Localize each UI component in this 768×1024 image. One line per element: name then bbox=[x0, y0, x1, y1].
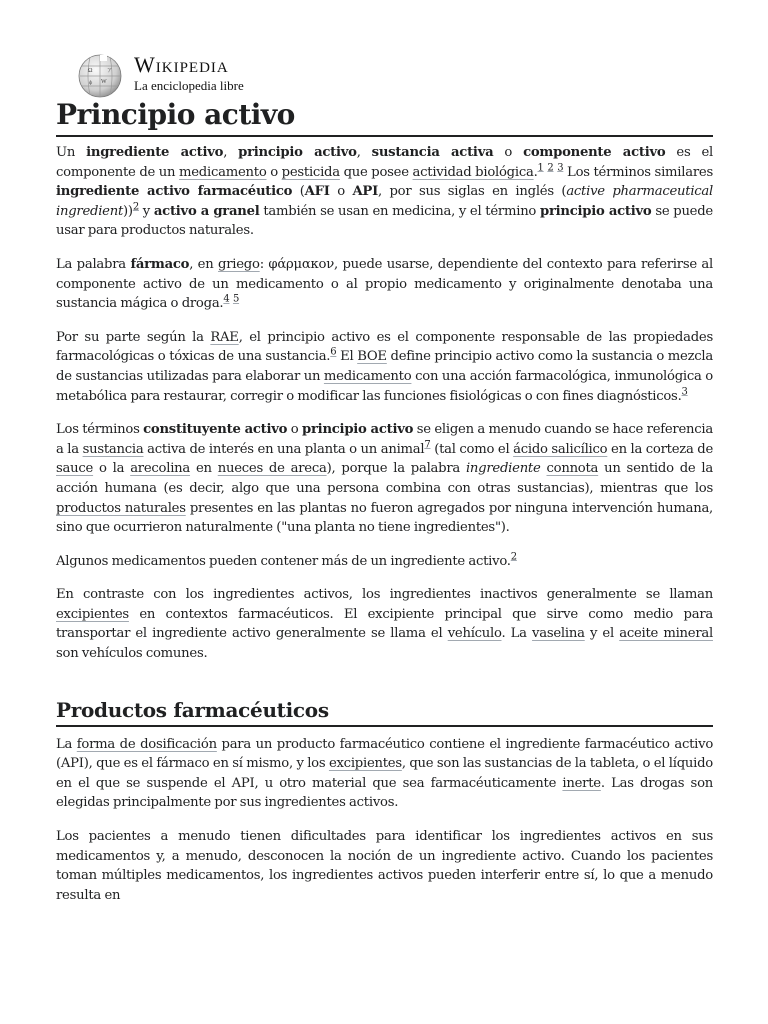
reference-link[interactable]: 3 bbox=[557, 162, 564, 174]
paragraph-rae bbox=[56, 328, 713, 406]
text: también se usan en medicina, y el término bbox=[259, 203, 540, 219]
text: Los términos bbox=[56, 422, 144, 438]
text: ), porque la palabra bbox=[326, 461, 466, 477]
text: . La bbox=[501, 626, 533, 642]
link-inerte[interactable]: inerte bbox=[562, 775, 601, 791]
link-aceite-mineral[interactable]: aceite mineral bbox=[619, 626, 713, 642]
wikipedia-wordmark[interactable] bbox=[134, 54, 244, 92]
section-heading: Productos farmacéuticos bbox=[56, 696, 713, 727]
text: Los pacientes a menudo tienen dificultades para identificar los ingredientes activos en sus medicamentos y, a menudo, desconocen la noción de un ingrediente activo. Cuando los pacientes toman múltiples medicamentos, los ingredientes activos pueden interferir entre sí, lo que a menudo resulta en bbox=[56, 829, 713, 903]
text: son vehículos comunes. bbox=[56, 646, 208, 662]
link-griego[interactable]: griego bbox=[218, 256, 260, 272]
text: se puede usar para productos naturales. bbox=[56, 203, 713, 239]
svg-text:ф: ф bbox=[89, 81, 93, 86]
text: , bbox=[356, 145, 372, 160]
link-forma-de-dosificacion[interactable]: forma de dosificación bbox=[76, 736, 217, 752]
paragraph-intro bbox=[56, 143, 713, 241]
paragraph-excipientes bbox=[56, 585, 713, 663]
text: (tal como el bbox=[430, 441, 514, 457]
reference-link[interactable]: 3 bbox=[681, 386, 688, 398]
text: en contextos farmacéuticos. El excipiente principal que sirve como medio para transportar el ingrediente activo generalmente se llama el bbox=[56, 606, 713, 642]
link-medicamento[interactable]: medicamento bbox=[323, 368, 412, 384]
paragraph-dosificacion bbox=[56, 735, 713, 813]
svg-text:ア: ア bbox=[107, 69, 113, 74]
text: presentes en las plantas no fueron agregados por ninguna intervención humana, sino que ocurrieron naturalmente ("una planta no tiene ingredientes"). bbox=[56, 500, 713, 536]
text: Los términos similares bbox=[563, 164, 713, 180]
text: , por sus siglas en inglés ( bbox=[378, 184, 567, 200]
reference-link[interactable]: 6 bbox=[330, 346, 337, 358]
text: En contraste con los ingredientes activos, los ingredientes inactivos generalmente se llaman bbox=[56, 587, 713, 603]
text: La palabra bbox=[56, 256, 131, 272]
bold-term: activo a granel bbox=[153, 203, 260, 219]
text: o bbox=[329, 184, 353, 200]
link-vehiculo[interactable]: vehículo bbox=[447, 626, 502, 642]
link-medicamento[interactable]: medicamento bbox=[179, 164, 267, 180]
link-boe[interactable]: BOE bbox=[357, 349, 387, 365]
text: define principio activo como la sustancia o mezcla de sustancias utilizadas para elaborar un bbox=[56, 349, 713, 384]
text: . bbox=[533, 164, 538, 180]
reference-link[interactable]: 2 bbox=[132, 201, 139, 213]
text: o bbox=[287, 422, 303, 438]
link-sauce[interactable]: sauce bbox=[56, 461, 94, 477]
bold-term: componente activo bbox=[523, 145, 666, 160]
bold-term: sustancia activa bbox=[371, 145, 494, 160]
text: o bbox=[266, 164, 282, 180]
italic-term: ingrediente bbox=[465, 461, 541, 477]
reference-link[interactable]: 7 bbox=[424, 439, 431, 451]
link-connota[interactable]: connota bbox=[546, 461, 599, 477]
text: en la corteza de bbox=[607, 441, 714, 457]
text: un sentido de la acción humana (es decir, algo que una persona combina con otras sustancias), mientras que los bbox=[56, 461, 713, 496]
bold-term: constituyente activo bbox=[143, 422, 288, 438]
text: en bbox=[190, 461, 218, 477]
wikipedia-globe-logo[interactable] bbox=[74, 52, 126, 98]
reference-link[interactable]: 2 bbox=[547, 162, 554, 174]
bold-term: ingrediente activo farmacéutico bbox=[56, 184, 293, 200]
bold-term: principio activo bbox=[238, 145, 357, 160]
text: . Las drogas son elegidas principalmente por sus ingredientes activos. bbox=[56, 775, 714, 811]
bold-term: AFI bbox=[304, 184, 330, 200]
link-actividad-biologica[interactable]: actividad biológica bbox=[412, 164, 534, 180]
link-arecolina[interactable]: arecolina bbox=[130, 461, 191, 477]
text: : φάρμακον, puede usarse, dependiente del contexto para referirse al componente activo de un medicamento o al propio medicamento y originalmente denotaba una sustancia mágica o droga. bbox=[56, 256, 714, 312]
reference-link[interactable]: 2 bbox=[510, 551, 517, 563]
wordmark-tagline: La enciclopedia libre bbox=[134, 78, 244, 93]
text: y el bbox=[584, 626, 620, 642]
text: )) bbox=[123, 203, 133, 219]
bold-term: principio activo bbox=[302, 422, 414, 438]
text: con una acción farmacológica, inmunológica o metabólica para restaurar, corregir o modificar las funciones fisiológicas o con fines diagnósticos. bbox=[56, 368, 713, 404]
text: La bbox=[56, 736, 77, 752]
text: , bbox=[223, 145, 239, 160]
reference-link[interactable]: 4 bbox=[223, 293, 230, 305]
reference-link[interactable]: 1 bbox=[537, 162, 544, 174]
italic-term: active pharmaceutical ingredient bbox=[56, 184, 714, 219]
text: Un bbox=[56, 145, 87, 160]
paragraph-constituyente bbox=[56, 420, 713, 538]
link-excipientes[interactable]: excipientes bbox=[56, 606, 129, 622]
bold-term: ingrediente activo bbox=[86, 145, 224, 160]
text: activa de interés en una planta o un animal bbox=[143, 441, 425, 457]
page-title: Principio activo bbox=[56, 96, 713, 137]
text: ( bbox=[292, 184, 305, 200]
paragraph-farmaco bbox=[56, 255, 713, 314]
text: o bbox=[493, 145, 524, 160]
link-pesticida[interactable]: pesticida bbox=[281, 164, 340, 180]
link-acido-salicilico[interactable]: ácido salicílico bbox=[513, 441, 608, 457]
link-rae[interactable]: RAE bbox=[210, 329, 239, 345]
link-productos-naturales[interactable]: productos naturales bbox=[56, 500, 186, 516]
bold-term: principio activo bbox=[539, 203, 652, 219]
link-sustancia[interactable]: sustancia bbox=[82, 441, 144, 457]
text: es el componente de un bbox=[56, 145, 713, 180]
text: se eligen a menudo cuando se hace referencia a la bbox=[56, 422, 713, 457]
link-nueces-de-areca[interactable]: nueces de areca bbox=[217, 461, 327, 477]
link-excipientes[interactable]: excipientes bbox=[328, 756, 402, 772]
text: y bbox=[138, 203, 154, 219]
text: que posee bbox=[339, 164, 413, 180]
text: Algunos medicamentos pueden contener más de un ingrediente activo. bbox=[56, 553, 511, 569]
bold-term: fármaco bbox=[130, 256, 190, 272]
svg-text:Ω: Ω bbox=[88, 68, 93, 74]
text: o la bbox=[93, 461, 131, 477]
article-body bbox=[56, 96, 713, 905]
text: Por su parte según la bbox=[56, 329, 211, 345]
paragraph-pacientes bbox=[56, 827, 713, 905]
text: , en bbox=[189, 256, 219, 272]
text: para un producto farmacéutico contiene el ingrediente farmacéutico activo (API), que es el fármaco en sí mismo, y los bbox=[56, 736, 714, 772]
text: , que son las sustancias de la tableta, o el líquido en el que se suspende el API, u otro material que sea farmacéuticamente bbox=[56, 756, 713, 791]
svg-text:W: W bbox=[101, 79, 107, 85]
text: , el principio activo es el componente responsable de las propiedades farmacológicas o tóxicas de una sustancia. bbox=[56, 329, 713, 365]
wordmark-title: Wikipedia bbox=[134, 52, 229, 77]
paragraph-multiples bbox=[56, 552, 713, 572]
reference-link[interactable]: 5 bbox=[232, 293, 240, 305]
link-vaselina[interactable]: vaselina bbox=[532, 626, 585, 642]
bold-term: API bbox=[352, 184, 379, 200]
text: El bbox=[336, 349, 358, 365]
